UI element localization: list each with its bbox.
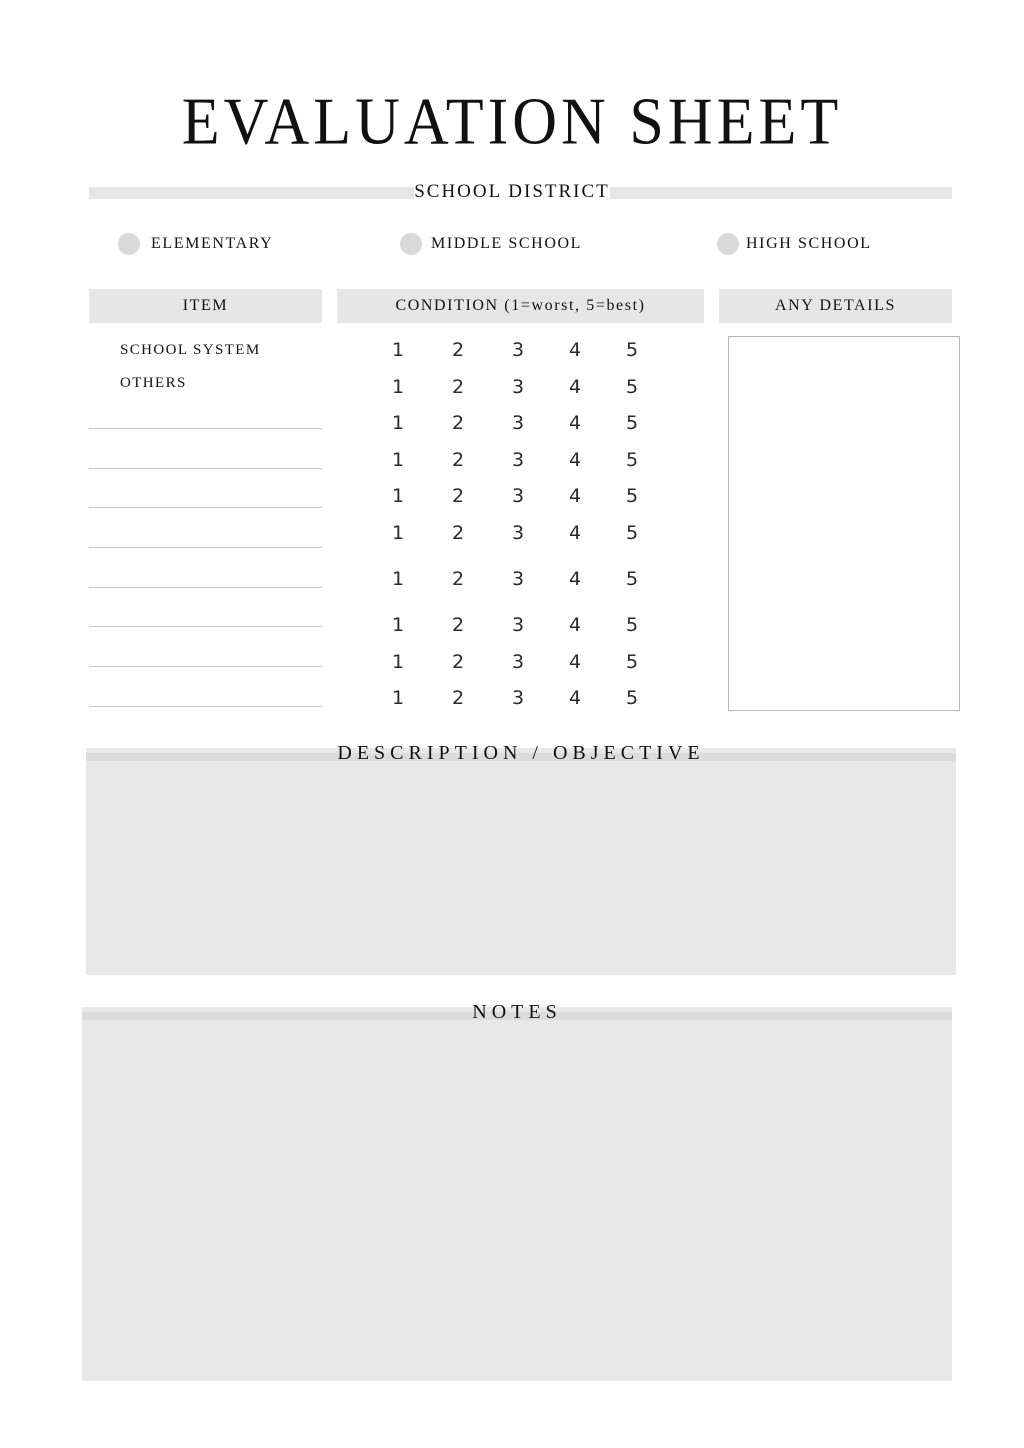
- rating-option-1[interactable]: 1: [391, 522, 405, 544]
- rating-option-3[interactable]: 3: [511, 522, 525, 544]
- description-objective-label: [86, 740, 956, 766]
- rating-row: [380, 484, 650, 508]
- header-item: ITEM: [89, 289, 322, 323]
- rating-option-5[interactable]: 5: [625, 614, 639, 636]
- rating-option-3[interactable]: 3: [511, 449, 525, 471]
- rating-option-1[interactable]: 1: [391, 412, 405, 434]
- rating-option-4[interactable]: 4: [568, 568, 582, 590]
- rating-option-4[interactable]: 4: [568, 614, 582, 636]
- item-blank-line[interactable]: [89, 706, 322, 707]
- school-district-heading: [0, 180, 1024, 204]
- section-label-text: NOTES: [472, 1001, 562, 1023]
- radio-circle-icon[interactable]: [400, 233, 422, 255]
- rating-option-3[interactable]: 3: [511, 651, 525, 673]
- rating-option-5[interactable]: 5: [625, 485, 639, 507]
- rating-option-2[interactable]: 2: [451, 339, 465, 361]
- rating-row: [380, 448, 650, 472]
- rating-option-4[interactable]: 4: [568, 687, 582, 709]
- rating-option-2[interactable]: 2: [451, 568, 465, 590]
- rating-option-2[interactable]: 2: [451, 412, 465, 434]
- rating-option-1[interactable]: 1: [391, 449, 405, 471]
- rating-option-3[interactable]: 3: [511, 376, 525, 398]
- rating-option-3[interactable]: 3: [511, 339, 525, 361]
- option-label: MIDDLE SCHOOL: [431, 235, 583, 252]
- option-elementary[interactable]: [118, 232, 273, 256]
- radio-circle-icon[interactable]: [717, 233, 739, 255]
- rating-option-4[interactable]: 4: [568, 651, 582, 673]
- rating-option-4[interactable]: 4: [568, 339, 582, 361]
- rating-option-1[interactable]: 1: [391, 687, 405, 709]
- rating-option-4[interactable]: 4: [568, 522, 582, 544]
- rating-row: [380, 411, 650, 435]
- rating-option-5[interactable]: 5: [625, 449, 639, 471]
- rating-option-1[interactable]: 1: [391, 485, 405, 507]
- rating-option-4[interactable]: 4: [568, 412, 582, 434]
- rating-row: [380, 567, 650, 591]
- rating-option-5[interactable]: 5: [625, 522, 639, 544]
- rating-option-1[interactable]: 1: [391, 568, 405, 590]
- section-label-text: DESCRIPTION / OBJECTIVE: [337, 742, 705, 764]
- item-school-system[interactable]: SCHOOL SYSTEM: [120, 342, 261, 358]
- rating-option-3[interactable]: 3: [511, 485, 525, 507]
- rating-option-2[interactable]: 2: [451, 449, 465, 471]
- rating-row: [380, 338, 650, 362]
- rating-option-1[interactable]: 1: [391, 614, 405, 636]
- rating-option-5[interactable]: 5: [625, 412, 639, 434]
- rating-option-3[interactable]: 3: [511, 614, 525, 636]
- item-blank-line[interactable]: [89, 626, 322, 627]
- rating-option-4[interactable]: 4: [568, 485, 582, 507]
- rating-option-1[interactable]: 1: [391, 339, 405, 361]
- rating-row: [380, 521, 650, 545]
- rating-option-2[interactable]: 2: [451, 651, 465, 673]
- notes-label: [82, 999, 952, 1025]
- rating-option-3[interactable]: 3: [511, 687, 525, 709]
- header-condition: CONDITION (1=worst, 5=best): [337, 289, 704, 323]
- rating-row: [380, 650, 650, 674]
- rating-row: [380, 613, 650, 637]
- item-blank-line[interactable]: [89, 666, 322, 667]
- rating-option-4[interactable]: 4: [568, 376, 582, 398]
- page-title: EVALUATION SHEET: [181, 85, 843, 159]
- item-blank-line[interactable]: [89, 468, 322, 469]
- item-blank-line[interactable]: [89, 547, 322, 548]
- item-blank-line[interactable]: [89, 428, 322, 429]
- rating-option-2[interactable]: 2: [451, 687, 465, 709]
- rating-option-2[interactable]: 2: [451, 485, 465, 507]
- rating-option-2[interactable]: 2: [451, 522, 465, 544]
- option-label: HIGH SCHOOL: [746, 235, 872, 252]
- rating-option-1[interactable]: 1: [391, 651, 405, 673]
- radio-circle-icon[interactable]: [118, 233, 140, 255]
- rating-option-2[interactable]: 2: [451, 614, 465, 636]
- rating-option-5[interactable]: 5: [625, 651, 639, 673]
- item-blank-line[interactable]: [89, 587, 322, 588]
- description-objective-field[interactable]: [86, 742, 956, 975]
- rating-option-3[interactable]: 3: [511, 412, 525, 434]
- option-label: ELEMENTARY: [151, 235, 274, 252]
- rating-row: [380, 375, 650, 399]
- rating-option-5[interactable]: 5: [625, 339, 639, 361]
- item-blank-line[interactable]: [89, 507, 322, 508]
- notes-field[interactable]: [82, 1001, 952, 1381]
- option-middle-school[interactable]: [400, 232, 582, 256]
- rating-option-5[interactable]: 5: [625, 568, 639, 590]
- school-district-label: SCHOOL DISTRICT: [414, 181, 610, 202]
- rating-option-3[interactable]: 3: [511, 568, 525, 590]
- rating-row: [380, 686, 650, 710]
- item-others[interactable]: OTHERS: [120, 375, 187, 391]
- rating-option-5[interactable]: 5: [625, 687, 639, 709]
- rating-option-2[interactable]: 2: [451, 376, 465, 398]
- rating-option-4[interactable]: 4: [568, 449, 582, 471]
- option-high-school[interactable]: [717, 232, 872, 256]
- rating-option-5[interactable]: 5: [625, 376, 639, 398]
- header-any-details: ANY DETAILS: [719, 289, 952, 323]
- rating-option-1[interactable]: 1: [391, 376, 405, 398]
- any-details-field[interactable]: [728, 336, 960, 711]
